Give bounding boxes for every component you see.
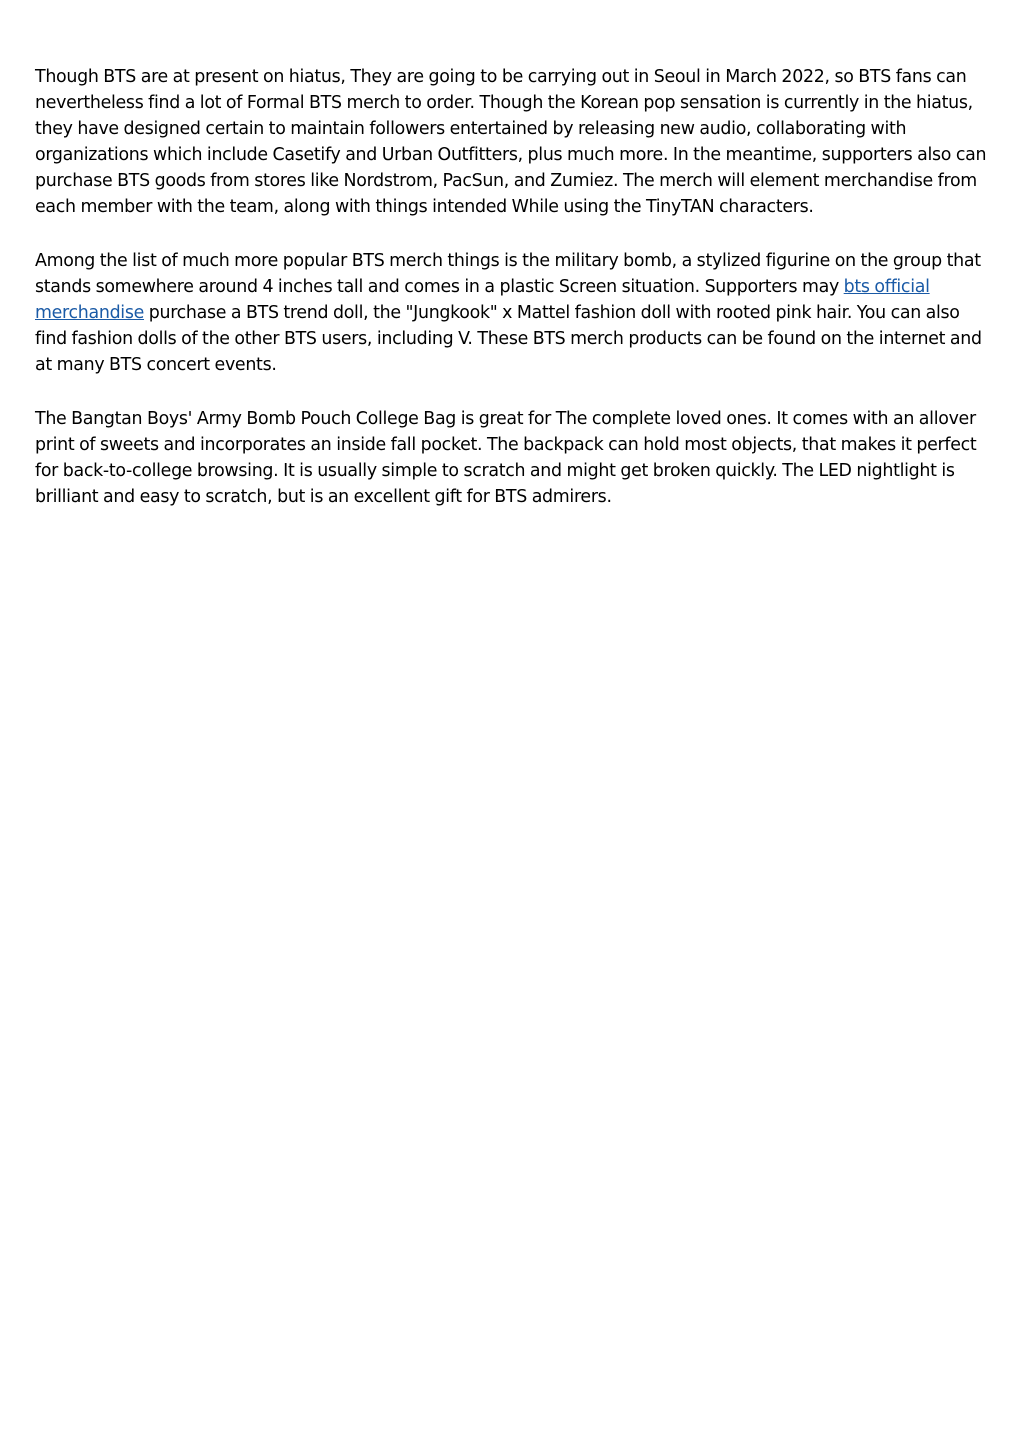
paragraph-3: The Bangtan Boys' Army Bomb Pouch College Bag is great for The complete loved ones. It comes with an allover print of sweets and incorporates an inside fall pocket. The backpack can hold most objects, that makes it perfect for back-to-college browsing. It is usually simple to scratch and might get broken quickly. The LED nightlight is brilliant and easy to scratch, but is an excellent gift for BTS admirers. — [35, 409, 977, 507]
document-page — [35, 64, 995, 538]
paragraph-2-text-after-link: purchase a BTS trend doll, the "Jungkook" x Mattel fashion doll with rooted pink hair. You can also find fashion dolls of the other BTS users, including V. These BTS merch products can be found on the internet and at many BTS concert events. — [35, 303, 982, 375]
paragraph-2 — [35, 248, 995, 378]
paragraph-1: Though BTS are at present on hiatus, They are going to be carrying out in Seoul in March 2022, so BTS fans can nevertheless find a lot of Formal BTS merch to order. Though the Korean pop sensation is currently in the hiatus, they have designed certain to maintain followers entertained by releasing new audio, collaborating with organizations which include Casetify and Urban Outfitters, plus much more. In the meantime, supporters also can purchase BTS goods from stores like Nordstrom, PacSun, and Zumiez. The merch will element merchandise from each member with the team, along with things intended While using the TinyTAN characters. — [35, 67, 987, 217]
bts-official-merchandise-link[interactable]: bts official merchandise — [35, 277, 930, 323]
paragraph-2-text-before-link: Among the list of much more popular BTS merch things is the military bomb, a stylized figurine on the group that stands somewhere around 4 inches tall and comes in a plastic Screen situation. Supporters may — [35, 251, 981, 297]
